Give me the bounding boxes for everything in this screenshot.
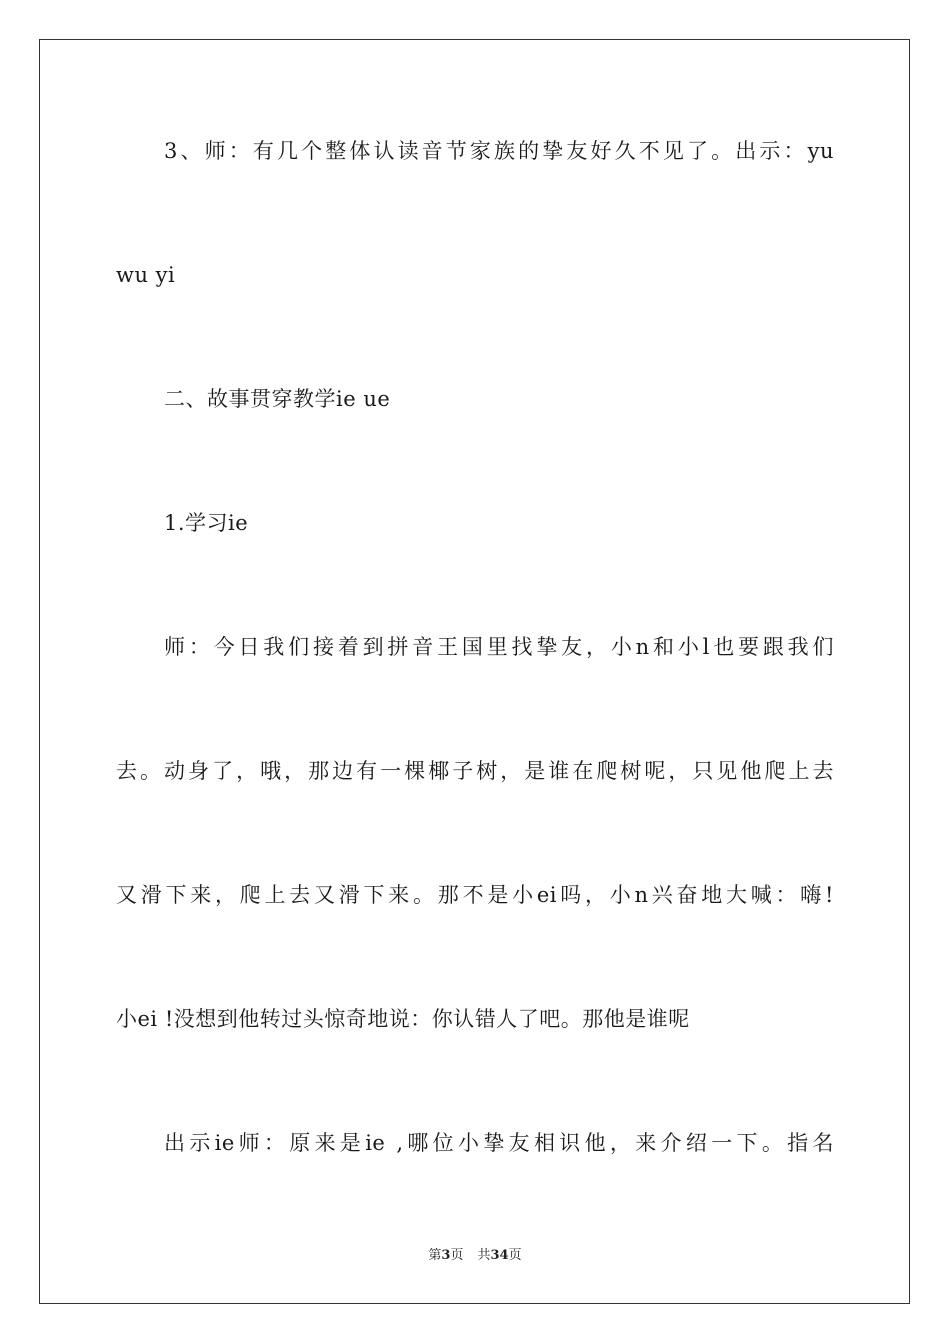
page-prefix: 第 xyxy=(428,1248,442,1263)
paragraph-line-2: wu yi xyxy=(116,263,176,287)
paragraph-line-4: 去。动身了，哦，那边有一棵椰子树，是谁在爬树呢，只见他爬上去 xyxy=(116,759,834,783)
page-footer xyxy=(0,1247,950,1265)
page-number: 3 xyxy=(441,1248,451,1263)
section-heading: 二、故事贯穿教学ie ue xyxy=(164,387,391,411)
paragraph-line-1: 3、师：有几个整体认读音节家族的挚友好久不见了。出示：yu xyxy=(164,139,834,163)
total-pages: 34 xyxy=(490,1248,509,1263)
paragraph-line-3: 师：今日我们接着到拼音王国里找挚友，小n和小l也要跟我们 xyxy=(164,635,834,659)
page-border xyxy=(39,39,910,1304)
total-prefix: 共 xyxy=(477,1248,491,1263)
subsection-heading: 1.学习ie xyxy=(164,511,249,535)
paragraph-line-6: 小ei !没想到他转过头惊奇地说：你认错人了吧。那他是谁呢 xyxy=(116,1007,690,1031)
total-suffix: 页 xyxy=(508,1248,522,1263)
page-suffix: 页 xyxy=(450,1248,464,1263)
paragraph-line-5: 又滑下来，爬上去又滑下来。那不是小ei吗，小n兴奋地大喊：嗨! xyxy=(116,883,834,907)
paragraph-line-7: 出示ie师：原来是ie ,哪位小挚友相识他，来介绍一下。指名 xyxy=(164,1131,834,1155)
